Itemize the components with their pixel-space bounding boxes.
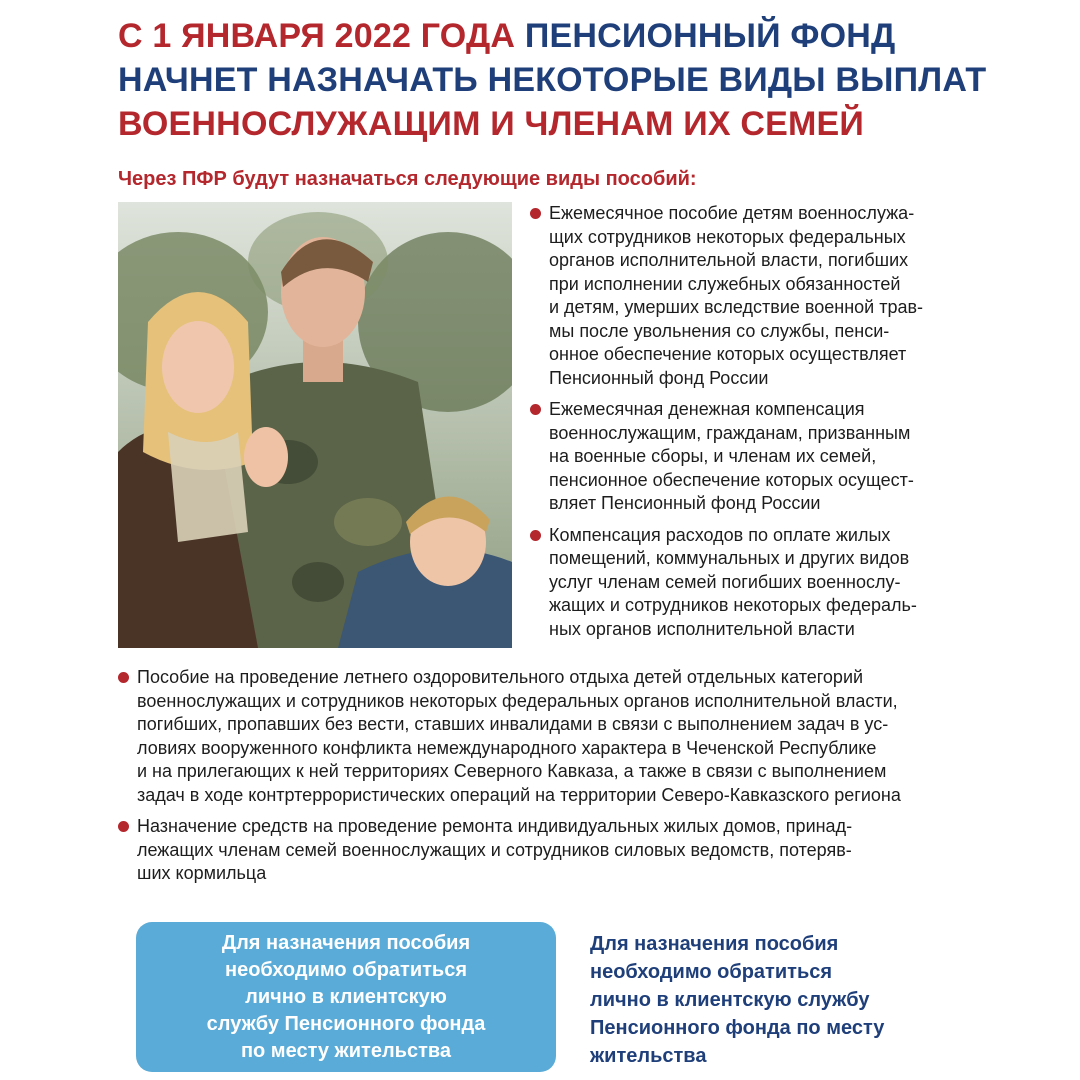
item-line: Назначение средств на проведение ремонта индивидуальных жилых домов, принад-: [137, 816, 853, 836]
item-line: помещений, коммунальных и других видов: [549, 548, 910, 568]
callout-line: необходимо обратиться: [590, 961, 833, 983]
item-line: Компенсация расходов по оплате жилых: [549, 524, 891, 545]
item-line: онное обеспечение которых осуществляет: [549, 344, 907, 364]
item-line: и на прилегающих к ней территориях Северного Кавказа, а также в связи с выполнением: [137, 761, 887, 781]
item-line: вляет Пенсионный фонд России: [549, 493, 821, 513]
callout-line: службу Пенсионного фонда: [206, 1012, 486, 1035]
list-item: [530, 202, 980, 390]
callout-line: лично в клиентскую службу: [590, 989, 870, 1011]
list-item: [530, 398, 980, 516]
item-line: ших кормильца: [137, 863, 267, 883]
bullet-dot-icon: [118, 821, 129, 832]
item-line: мы после увольнения со службы, пенси-: [549, 320, 890, 341]
bullet-list-top: [530, 202, 980, 649]
family-photo: [118, 202, 512, 648]
callout-line: Для назначения пособия: [221, 931, 471, 954]
subheading: Через ПФР будут назначаться следующие виды пособий:: [118, 168, 697, 190]
item-line: военнослужащих и сотрудников некоторых федеральных органов исполнительной власти,: [137, 690, 898, 711]
headline-fund: ПЕНСИОННЫЙ ФОНД: [524, 17, 896, 55]
item-line: на военные сборы, и членам их семей,: [549, 446, 877, 466]
item-line: лежащих членам семей военнослужащих и сотрудников силовых ведомств, потеряв-: [137, 839, 852, 860]
callout-line: жительства: [590, 1045, 707, 1067]
item-line: услуг членам семей погибших военнослу-: [549, 571, 901, 592]
headline-line-3: ВОЕННОСЛУЖАЩИМ И ЧЛЕНАМ ИХ СЕМЕЙ: [118, 105, 865, 143]
callout-text: [590, 930, 1010, 1070]
headline-line-1: [118, 14, 1018, 58]
list-item: [118, 666, 998, 807]
item-line: щих сотрудников некоторых федеральных: [549, 226, 906, 247]
callout-box: [136, 922, 556, 1072]
headline: [118, 14, 1018, 146]
bullet-dot-icon: [530, 530, 541, 541]
callout-line: Для назначения пособия: [590, 933, 839, 955]
headline-line-2: НАЧНЕТ НАЗНАЧАТЬ НЕКОТОРЫЕ ВИДЫ ВЫПЛАТ: [118, 61, 987, 99]
item-line: военнослужащим, гражданам, призванным: [549, 422, 911, 443]
item-line: Пособие на проведение летнего оздоровительного отдыха детей отдельных категорий: [137, 667, 864, 687]
callout-line: по месту жительства: [240, 1039, 452, 1062]
callout-line: лично в клиентскую: [245, 985, 447, 1008]
bullet-dot-icon: [530, 208, 541, 219]
headline-date: С 1 ЯНВАРЯ 2022 ГОДА: [118, 17, 516, 55]
list-item: [118, 815, 998, 886]
item-line: пенсионное обеспечение которых осущест-: [549, 469, 914, 490]
bullet-dot-icon: [530, 404, 541, 415]
item-line: Пенсионный фонд России: [549, 367, 769, 388]
item-line: задач в ходе контртеррористических операций на территории Северо-Кавказского региона: [137, 784, 901, 805]
item-line: ловиях вооруженного конфликта немеждународного характера в Чеченской Республике: [137, 737, 877, 758]
item-line: погибших, пропавших без вести, ставших инвалидами в связи с выполнением задач в ус-: [137, 714, 889, 734]
item-line: жащих и сотрудников некоторых федераль-: [549, 595, 917, 615]
bullet-dot-icon: [118, 672, 129, 683]
callout-line: Пенсионного фонда по месту: [590, 1017, 885, 1039]
item-line: органов исполнительной власти, погибших: [549, 250, 909, 270]
list-item: [530, 524, 980, 642]
callout-line: необходимо обратиться: [224, 958, 468, 981]
bullet-list-bottom: [118, 666, 998, 894]
item-line: Ежемесячная денежная компенсация: [549, 399, 865, 419]
item-line: Ежемесячное пособие детям военнослужа-: [549, 203, 915, 223]
item-line: ных органов исполнительной власти: [549, 618, 855, 639]
family-photo-icon: [118, 202, 512, 648]
item-line: при исполнении служебных обязанностей: [549, 273, 901, 294]
item-line: и детям, умерших вследствие военной трав-: [549, 297, 924, 317]
